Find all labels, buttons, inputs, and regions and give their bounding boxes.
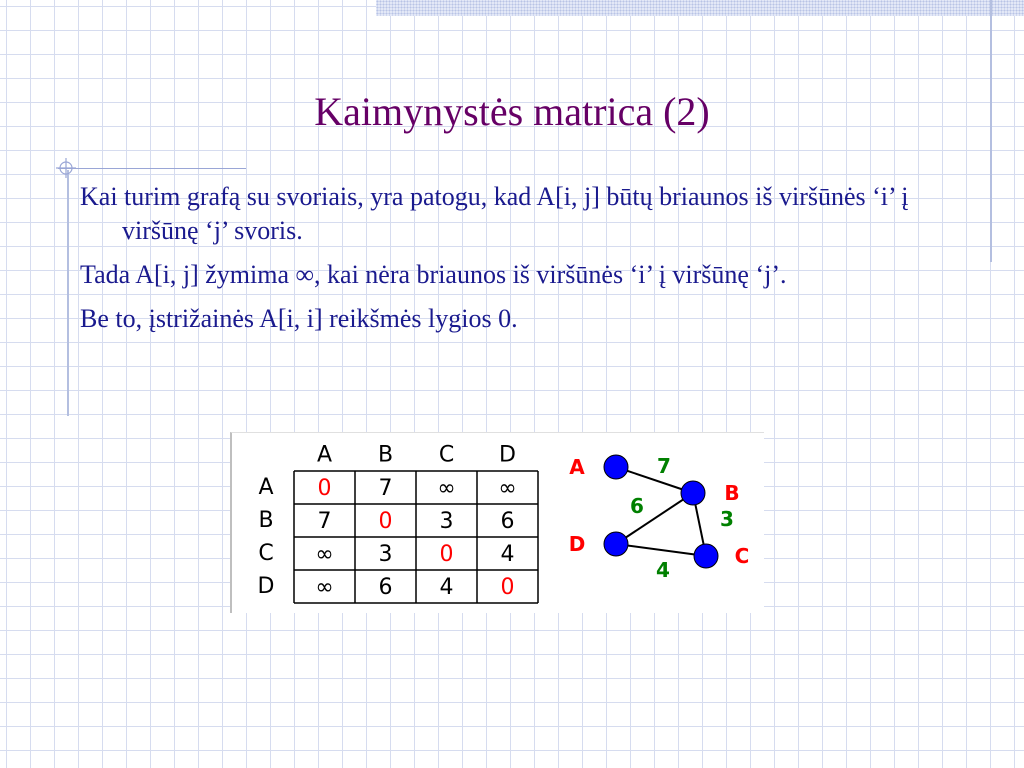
matrix-cell: 7 (378, 476, 393, 501)
matrix-cell: 4 (500, 542, 515, 567)
matrix-cell: 3 (378, 542, 393, 567)
graph-node-a (604, 455, 628, 479)
matrix-column-header: D (499, 442, 516, 468)
matrix-cell: 0 (500, 575, 515, 600)
matrix-cell: 0 (317, 476, 332, 501)
matrix-graph-figure (230, 432, 764, 613)
matrix-row-header: A (258, 475, 274, 500)
graph-edge-weight: 3 (720, 507, 734, 531)
graph-node-label: A (569, 455, 585, 479)
matrix-column-header: A (316, 442, 333, 468)
matrix-cell: 3 (439, 509, 454, 534)
matrix-column-header: C (438, 442, 455, 468)
graph-edge-weight: 6 (630, 494, 644, 518)
slide-title: Kaimynystės matrica (2) (314, 89, 710, 134)
matrix-cell: ∞ (437, 476, 456, 501)
matrix-row-header: C (258, 541, 274, 566)
matrix-cell: 0 (439, 542, 454, 567)
graph-node-c (694, 544, 718, 568)
crosshair-ornament-icon (56, 158, 76, 178)
graph-node-label: D (568, 532, 586, 556)
matrix-cell: 0 (378, 509, 393, 534)
matrix-cell: 6 (500, 509, 515, 534)
top-decorative-band (376, 0, 1024, 16)
graph-edge-b-d (616, 493, 693, 544)
bullet-text: Kai turim grafą su svoriais, yra patogu, kad A[i, j] būtų briaunos iš viršūnės ‘i’ į viršūnę ‘j’ svoris. (80, 182, 909, 245)
graph-edge-weight: 7 (657, 454, 671, 478)
matrix-cell: 4 (439, 575, 454, 600)
matrix-cell: ∞ (315, 542, 334, 567)
bullet-list (80, 180, 980, 346)
graph-node-d (604, 532, 628, 556)
matrix-row-header: D (257, 574, 275, 599)
left-decorative-rule (67, 170, 69, 416)
graph-edge-d-c (616, 544, 706, 556)
matrix-cell: 7 (317, 509, 332, 534)
graph-node-label: C (734, 544, 750, 568)
matrix-cell: ∞ (498, 476, 517, 501)
graph-node-label: B (724, 481, 740, 505)
title-underline-rule (58, 168, 246, 169)
matrix-column-header: B (377, 442, 394, 468)
bullet-text: Tada A[i, j] žymima ∞, kai nėra briaunos iš viršūnės ‘i’ į viršūnę ‘j’. (80, 260, 787, 289)
matrix-cell: ∞ (315, 575, 334, 600)
graph-node-b (681, 481, 705, 505)
bullet-text: Be to, įstrižainės A[i, i] reikšmės lygios 0. (80, 304, 518, 333)
matrix-row-header: B (258, 508, 274, 533)
matrix-cell: 6 (378, 575, 393, 600)
figure-canvas (232, 433, 764, 613)
graph-edge-weight: 4 (656, 558, 670, 582)
